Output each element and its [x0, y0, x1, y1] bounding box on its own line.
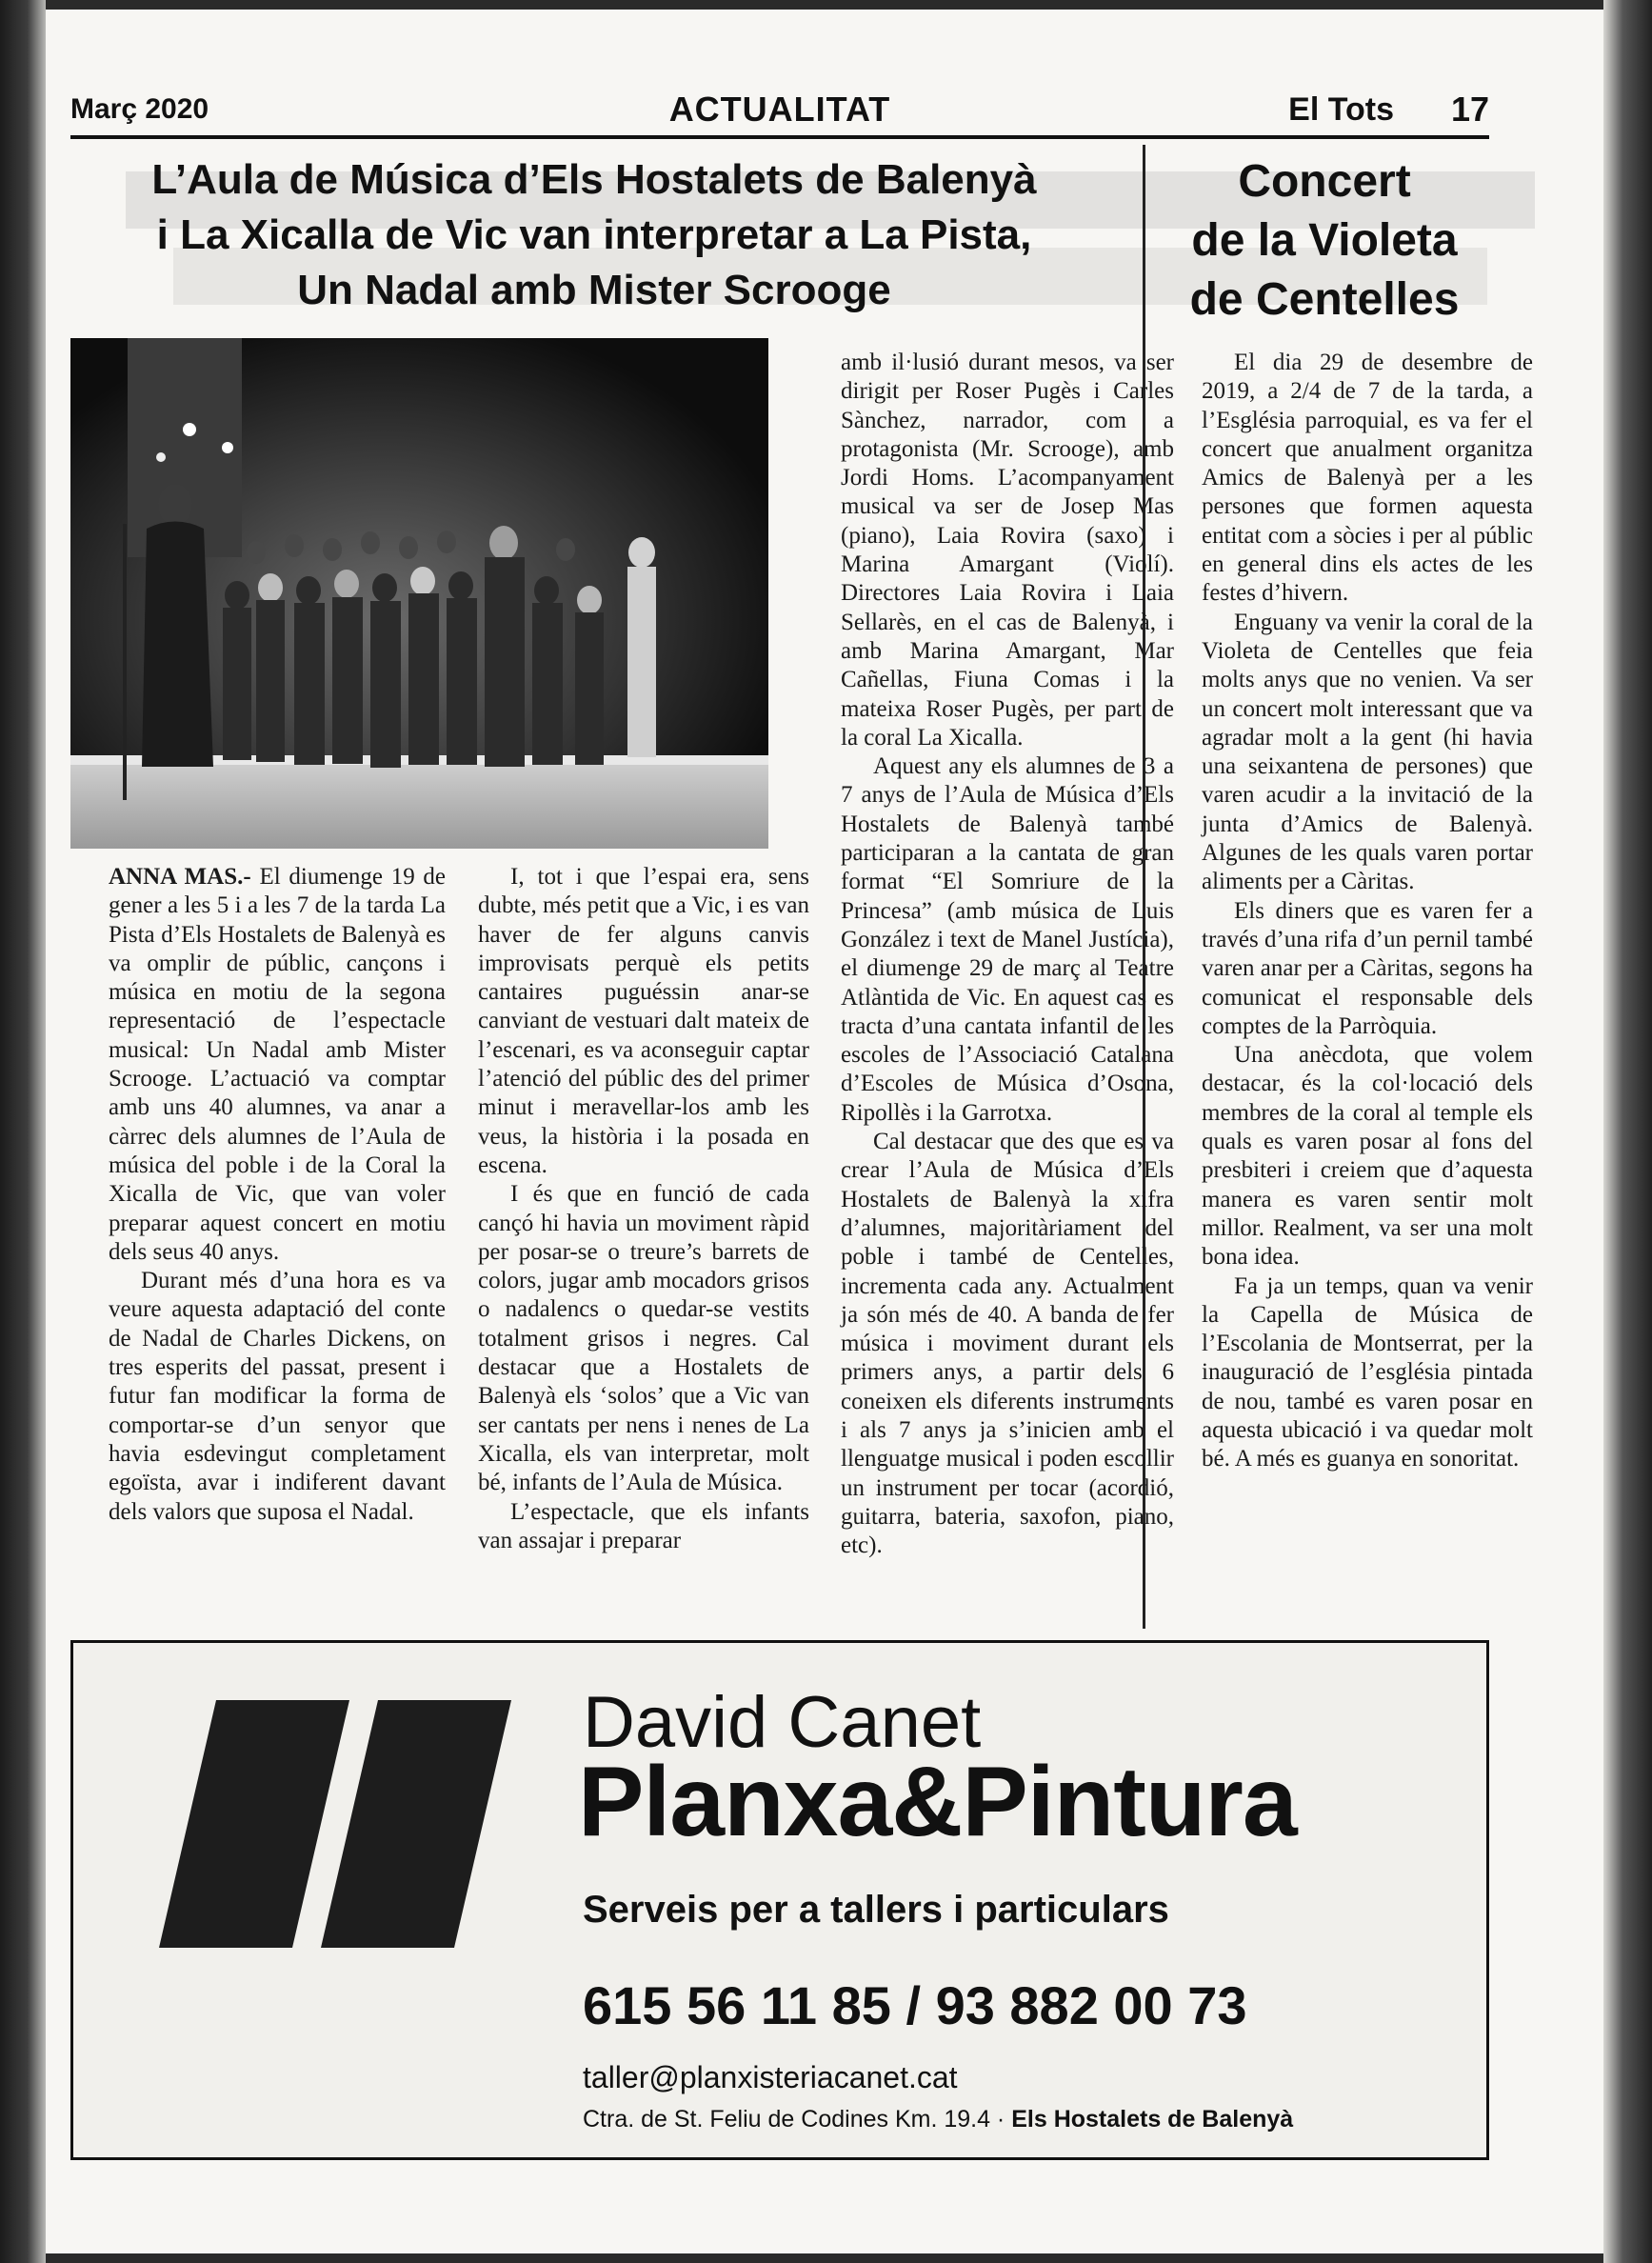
headline-line: i La Xicalla de Vic van interpretar a La Pista, [156, 211, 1032, 258]
byline: ANNA MAS.- [109, 864, 251, 890]
headline-line: de la Violeta [1191, 215, 1458, 266]
headline-line: de Centelles [1189, 274, 1460, 325]
binding-shadow [0, 0, 46, 2263]
article-paragraph: El dia 29 de desembre de 2019, a 2/4 de 7 de la tarda, a l’Església parroquial, es va fer el concert que anualment organitza Amics de Balenyà per a les persones que formen aquesta entitat com a sòcies i per al públic en general dins els actes de les festes d’hivern. [1202, 350, 1533, 607]
double-slash-logo-icon [159, 1700, 540, 1948]
header-date: Març 2020 [70, 93, 209, 125]
article1-column-2 [478, 863, 809, 1555]
article-paragraph: Els diners que es varen fer a través d’una rifa d’un pernil també varen anar per a Càritas, segons ha comunicat el responsable dels comptes de la Parròquia. [1202, 897, 1533, 1039]
headline-line: L’Aula de Música d’Els Hostalets de Balenyà [151, 156, 1037, 203]
ad-email: taller@planxisteriacanet.cat [583, 2060, 958, 2094]
ad-name: David Canet [583, 1682, 982, 1763]
concert-photo [70, 338, 768, 849]
header-magazine: El Tots [1288, 91, 1394, 128]
stage-scene-image [70, 338, 768, 849]
article-paragraph: ANNA MAS.- El diumenge 19 de gener a les 5 i a les 7 de la tarda La Pista d’Els Hostalets de Balenyà es va omplir de públic, cançons i música en motiu de la segona representació de l’espectacle musical: Un Nadal amb Mister Scrooge. L’actuació va comptar amb uns 40 alumnes, va anar a càrrec dels alumnes de l’Aula de música del poble i de la Coral la Xicalla de Vic, que van voler preparar aquest concert en motiu dels seus 40 anys. [109, 864, 447, 1265]
article1-column-1 [109, 863, 446, 1527]
article-paragraph: Cal destacar que des que es va crear l’Aula de Música d’Els Hostalets de Balenyà la xifra d’alumnes, majoritàriament del poble i també de Centelles, incrementa cada any. Actualment ja són més de 40. A banda de fer música i moviment durant els primers anys, a partir dels 6 coneixen els diferents instruments i als 7 anys ja s’inicien amb el llenguatge musical i poden escollir un instrument per tocar (acordió, guitarra, bateria, saxofon, piano, etc). [841, 1129, 1174, 1559]
header-rule [70, 135, 1489, 139]
headline-line: Concert [1238, 156, 1411, 207]
article2-column [1202, 349, 1533, 1474]
ad-town: Els Hostalets de Balenyà [1011, 2106, 1294, 2133]
page-edge [1603, 0, 1652, 2263]
article1-headline [70, 152, 1118, 318]
article-paragraph: L’espectacle, que els infants van assajar i preparar [478, 1498, 809, 1553]
ad-tagline: Serveis per a tallers i particulars [583, 1889, 1169, 1931]
article-paragraph: Fa ja un temps, quan va venir la Capella de Música de l’Escolania de Montserrat, per la inauguració de l’església pintada de nou, també es varen posar en aquesta ubicació i va quedar molt bé. A més es guanya en sonoritat. [1202, 1272, 1533, 1472]
page-header [70, 86, 1489, 135]
page-number: 17 [1450, 90, 1489, 129]
ad-phone-numbers: 615 56 11 85 / 93 882 00 73 [583, 1975, 1247, 2035]
article-paragraph: Una anècdota, que volem destacar, és la col·locació dels membres de la coral al temple els quals es varen posar al fons del presbiteri i creiem que d’aquesta manera es varen sentir molt millor. Realment, va ser una molt bona idea. [1202, 1042, 1533, 1271]
ad-address: Ctra. de St. Feliu de Codines Km. 19.4 · Els Hostalets de Balenyà [583, 2106, 1294, 2133]
article-paragraph: amb il·lusió durant mesos, va ser dirigit per Roser Pugès i Carles Sànchez, narrador, com a protagonista (Mr. Scrooge), amb Jordi Homs. L’acompanyament musical va ser de Josep Mas (piano), Laia Rovira (saxo) i Marina Amargant (Violí). Directores Laia Rovira i Laia Sellarès, en el cas de Balenyà, i amb Marina Amargant, Mar Cañellas, Fiuna Comas i la mateixa Roser Pugès, per part de la coral La Xicalla. [841, 350, 1174, 751]
article-paragraph: I és que en funció de cada cançó hi havia un moviment ràpid per posar-se o treure’s barrets de colors, jugar amb mocadors grisos o nadalencs o quedar-se vestits totalment grisos i negres. Cal destacar que a Hostalets de Balenyà els ‘solos’ que a Vic van ser cantats per nens i nenes de La Xicalla, els van interpretar, molt bé, infants de l’Aula de Música. [478, 1181, 809, 1496]
ad-brand: Planxa&Pintura [578, 1747, 1297, 1857]
advertisement [70, 1640, 1489, 2160]
article1-column-3 [841, 349, 1174, 1560]
article-paragraph: Aquest any els alumnes de 3 a 7 anys de l’Aula de Música d’Els Hostalets de Balenyà també participaran a la cantata de gran format “El Somriure de la Princesa” (amb música de Luis González i text de Manel Justícia), el diumenge 29 de març al Teatre Atlàntida de Vic. En aquest cas es tracta d’una cantata infantil de les escoles de l’Associació Catalana d’Escoles de Música d’Osona, Ripollès i la Garrotxa. [841, 753, 1174, 1126]
article-paragraph: Durant més d’una hora es va veure aquesta adaptació del conte de Nadal de Charles Dickens, on tres esperits del passat, present i futur fan modificar la forma de comportar-se d’un senyor que havia esdevingut completament egoïsta, avar i indiferent davant dels valors que suposa el Nadal. [109, 1268, 446, 1525]
header-section: ACTUALITAT [668, 90, 891, 129]
headline-line: Un Nadal amb Mister Scrooge [297, 267, 891, 313]
article-paragraph: I, tot i que l’espai era, sens dubte, més petit que a Vic, i es van haver de fer alguns canvis improvisats perquè els petits cantaires puguéssin anar-se canviant de vestuari dalt mateix de l’escenari, es va aconseguir captar l’atenció del públic des del primer minut i meravellar-los amb les veus, la història i la posada en escena. [478, 864, 809, 1178]
article-paragraph: Enguany va venir la coral de la Violeta de Centelles que feia molts anys que no venien. Va ser un concert molt interessant que va agradar molt a la gent (hi havia una seixantena de persones) que varen acudir a la invitació de la junta d’Amics de Balenyà. Algunes de les quals varen portar aliments per a Càritas. [1202, 609, 1533, 895]
article2-headline [1157, 152, 1492, 330]
